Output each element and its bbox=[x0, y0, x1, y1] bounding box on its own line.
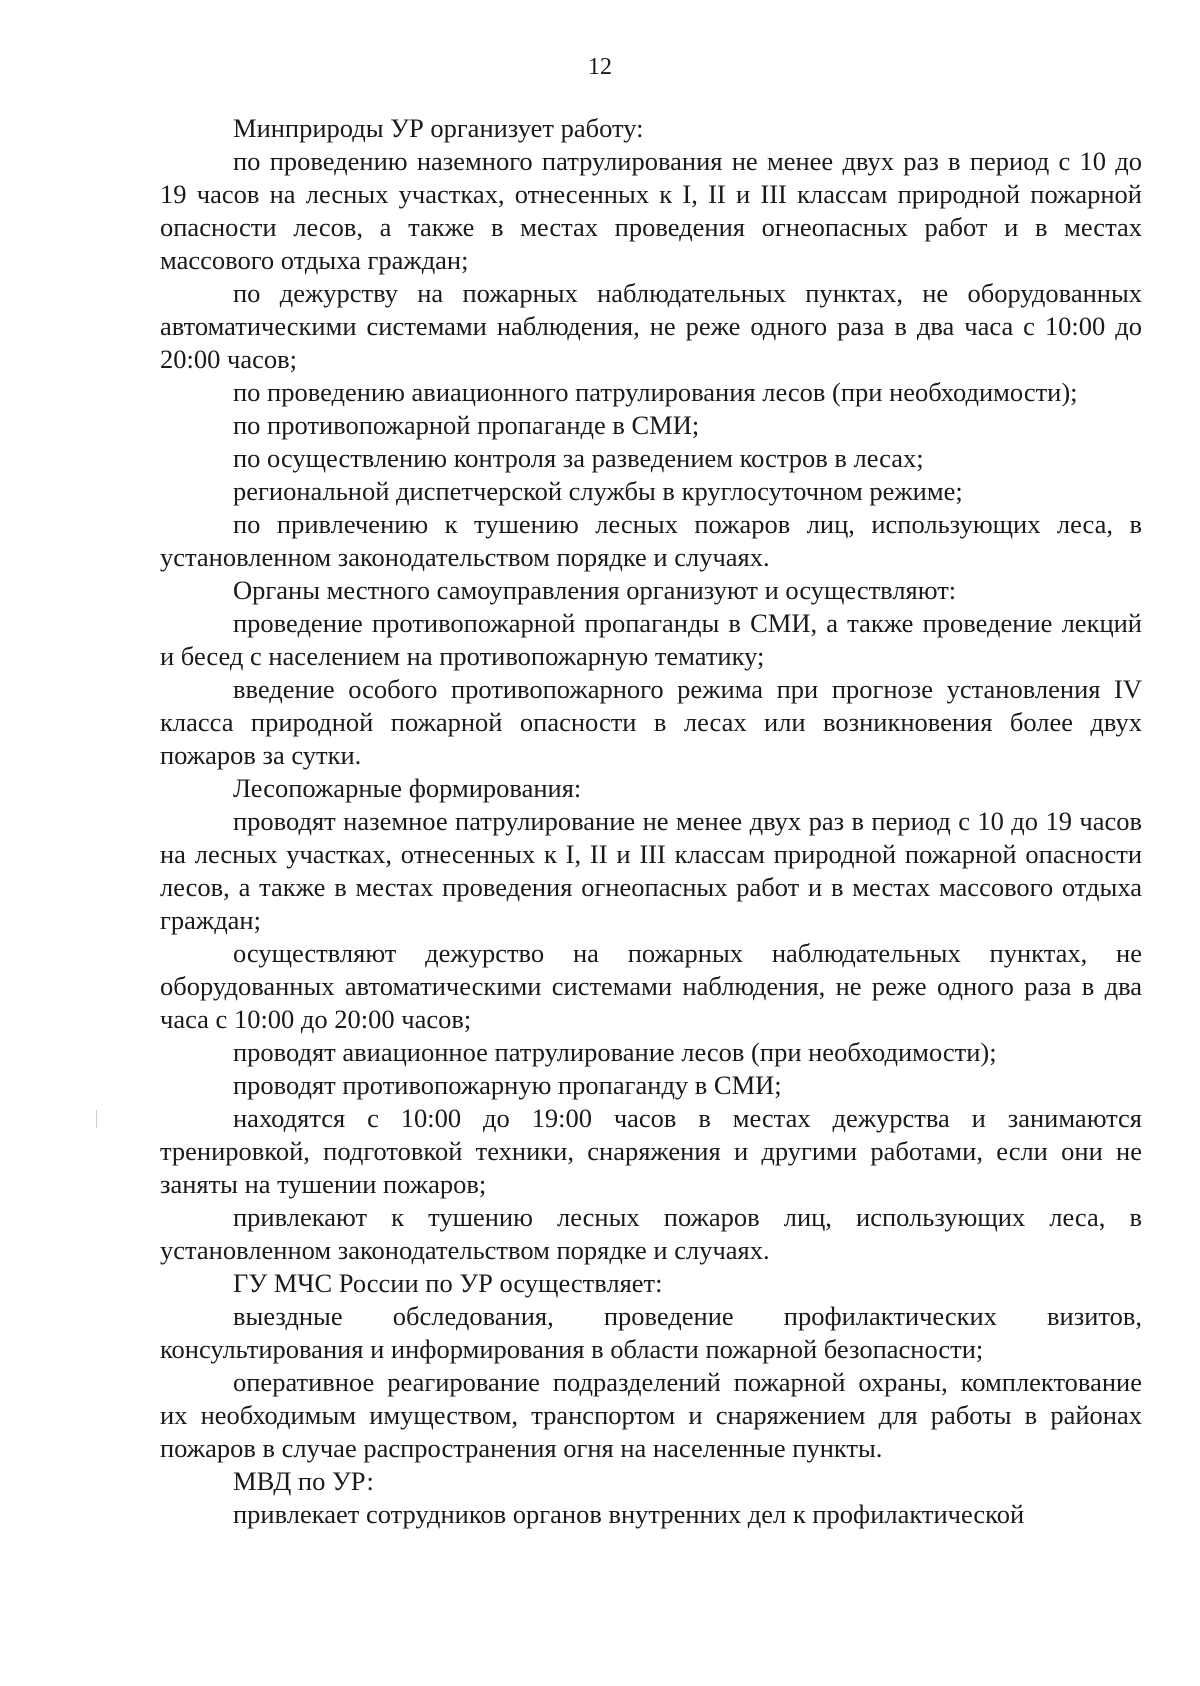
paragraph: по привлечению к тушению лесных пожаров лиц, использующих леса, в установленном законодательством порядке и случаях. bbox=[160, 509, 1142, 572]
paragraph: проводят противопожарную пропаганду в СМИ; bbox=[233, 1070, 782, 1100]
paragraph: по противопожарной пропаганде в СМИ; bbox=[233, 410, 700, 440]
paragraph: по проведению наземного патрулирования не менее двух раз в период с 10 до 19 часов на лесных участках, отнесенных к I, II и III классам природной пожарной опасности лесов, а также в местах проведения огнеопасных работ и в местах массового отдыха граждан; bbox=[160, 146, 1142, 275]
paragraph: Органы местного самоуправления организуют и осуществляют: bbox=[233, 575, 957, 605]
paragraph: находятся с 10:00 до 19:00 часов в местах дежурства и занимаются тренировкой, подготовкой техники, снаряжения и другими работами, если они не заняты на тушении пожаров; bbox=[160, 1103, 1142, 1199]
paragraph: введение особого противопожарного режима при прогнозе установления IV класса природной пожарной опасности в лесах или возникновения более двух пожаров за сутки. bbox=[160, 674, 1142, 770]
page-number: 12 bbox=[588, 54, 612, 80]
paragraph: МВД по УР: bbox=[233, 1466, 374, 1496]
paragraph: привлекают к тушению лесных пожаров лиц, использующих леса, в установленном законодательством порядке и случаях. bbox=[160, 1202, 1142, 1265]
document-body bbox=[160, 112, 1142, 1531]
paragraph: ГУ МЧС России по УР осуществляет: bbox=[233, 1268, 663, 1298]
paragraph: Минприроды УР организует работу: bbox=[233, 113, 644, 143]
paragraph: оперативное реагирование подразделений пожарной охраны, комплектование их необходимым имуществом, транспортом и снаряжением для работы в районах пожаров в случае распространения огня на населенные пункты. bbox=[160, 1367, 1142, 1463]
paragraph: привлекает сотрудников органов внутренних дел к профилактической bbox=[233, 1499, 1025, 1529]
paragraph: по проведению авиационного патрулирования лесов (при необходимости); bbox=[233, 377, 1078, 407]
scan-mark bbox=[96, 1110, 97, 1128]
paragraph: проводят наземное патрулирование не менее двух раз в период с 10 до 19 часов на лесных участках, отнесенных к I, II и III классам природной пожарной опасности лесов, а также в местах проведения огнеопасных работ и в местах массового отдыха граждан; bbox=[160, 806, 1142, 935]
paragraph: по дежурству на пожарных наблюдательных пунктах, не оборудованных автоматическими системами наблюдения, не реже одного раза в два часа с 10:00 до 20:00 часов; bbox=[160, 278, 1142, 374]
paragraph: региональной диспетчерской службы в круглосуточном режиме; bbox=[233, 476, 963, 506]
paragraph: проведение противопожарной пропаганды в СМИ, а также проведение лекций и бесед с населением на противопожарную тематику; bbox=[160, 608, 1142, 671]
paragraph: выездные обследования, проведение профилактических визитов, консультирования и информирования в области пожарной безопасности; bbox=[160, 1301, 1142, 1364]
paragraph: осуществляют дежурство на пожарных наблюдательных пунктах, не оборудованных автоматическими системами наблюдения, не реже одного раза в два часа с 10:00 до 20:00 часов; bbox=[160, 938, 1142, 1034]
paragraph: проводят авиационное патрулирование лесов (при необходимости); bbox=[233, 1037, 997, 1067]
paragraph: Лесопожарные формирования: bbox=[233, 773, 582, 803]
paragraph: по осуществлению контроля за разведением костров в лесах; bbox=[233, 443, 924, 473]
